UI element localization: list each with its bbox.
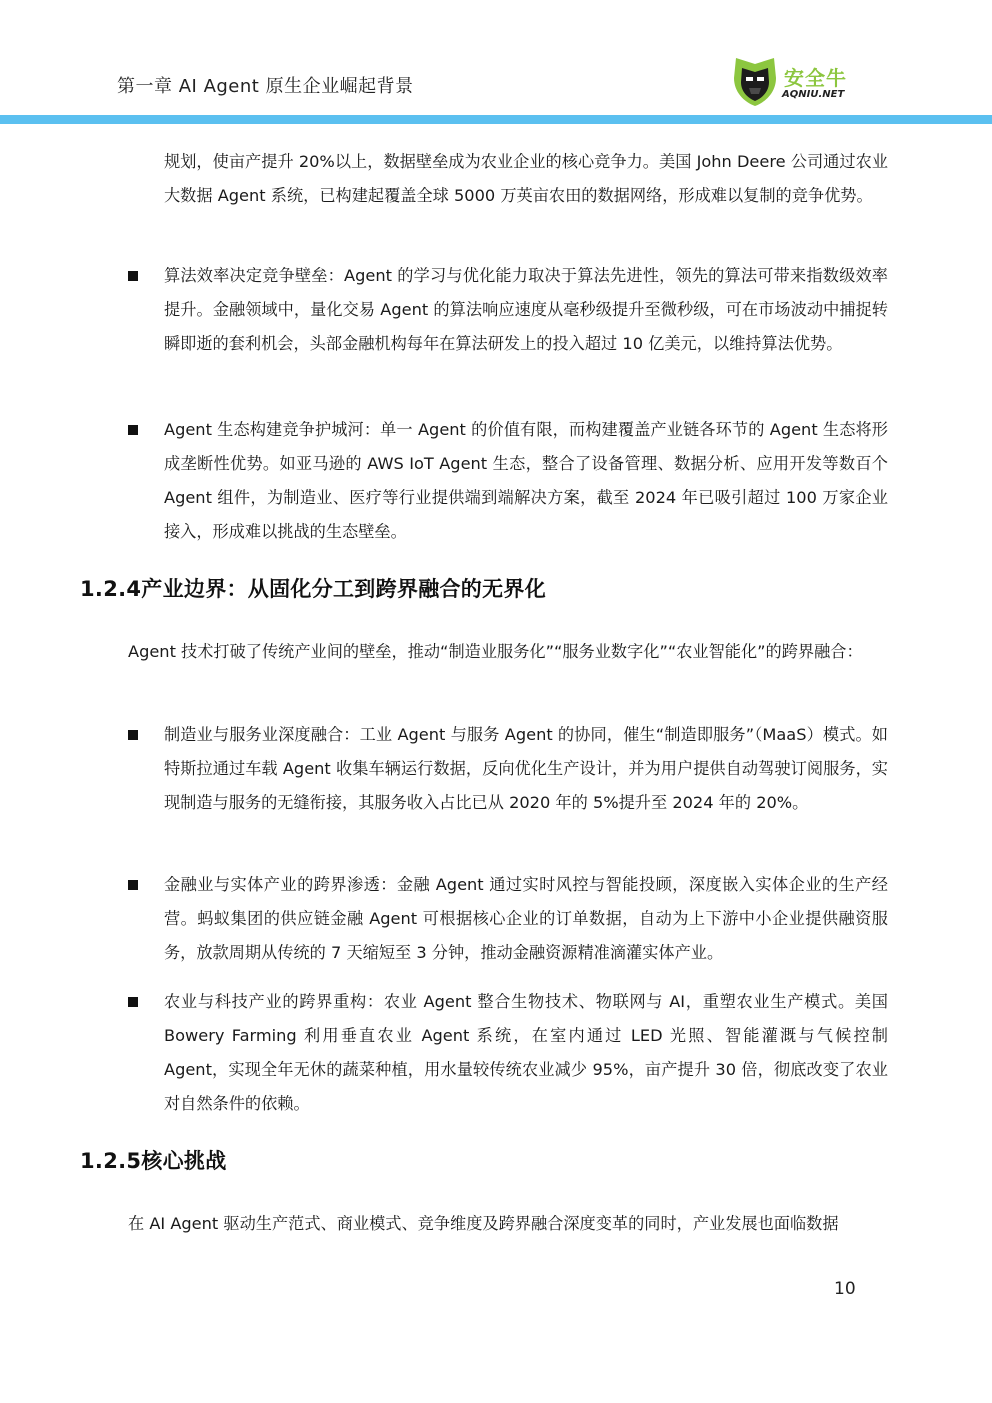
paragraph-1-2-5: 在 AI Agent 驱动生产范式、商业模式、竞争维度及跨界融合深度变革的同时，产业发展也面临数据 xyxy=(128,1214,839,1233)
bullet-agent-ecosystem: Agent 生态构建竞争护城河：单一 Agent 的价值有限，而构建覆盖产业链各环节的 Agent 生态将形成垄断性优势。如亚马逊的 AWS IoT Agent 生态，整合了设备管理、数据分析、应用开发等数百个 Agent 组件，为制造业、医疗等行业提供端到端解决方案，截至 2024 年已吸引超过 100 万家企业接入，形成难以挑战的生态壁垒。 xyxy=(164,420,888,541)
header-accent-rule xyxy=(0,115,992,124)
brand-logo xyxy=(732,54,872,108)
bullet-square-icon xyxy=(128,425,138,435)
chapter-title: 第一章 AI Agent 原生企业崛起背景 xyxy=(117,76,414,97)
bullet-manufacturing-service: 制造业与服务业深度融合：工业 Agent 与服务 Agent 的协同，催生“制造即服务”（MaaS）模式。如特斯拉通过车载 Agent 收集车辆运行数据，反向优化生产设计，并为用户提供自动驾驶订阅服务，实现制造与服务的无缝衔接，其服务收入占比已从 2020 年的 5%提升至 2024 年的 20%。 xyxy=(164,725,888,812)
bullet-square-icon xyxy=(128,730,138,740)
logo-domain: AQNIU.NET xyxy=(782,89,845,100)
page-number: 10 xyxy=(834,1279,856,1299)
bullet-square-icon xyxy=(128,997,138,1007)
page-header xyxy=(0,0,992,126)
paragraph-1-2-4-intro: Agent 技术打破了传统产业间的壁垒，推动“制造业服务化”“服务业数字化”“农业智能化”的跨界融合： xyxy=(128,642,863,661)
logo-wordmark: 安全牛 xyxy=(784,66,847,90)
bullet-square-icon xyxy=(128,880,138,890)
bullet-agriculture-tech: 农业与科技产业的跨界重构：农业 Agent 整合生物技术、物联网与 AI，重塑农业生产模式。美国 Bowery Farming 利用垂直农业 Agent 系统，在室内通过 LED 光照、智能灌溉与气候控制 Agent，实现全年无休的蔬菜种植，用水量较传统农业减少 95%，亩产提升 30 倍，彻底改变了农业对自然条件的依赖。 xyxy=(164,992,888,1113)
bull-shield-icon xyxy=(732,54,778,108)
bullet-square-icon xyxy=(128,271,138,281)
section-heading-1-2-5: 1.2.5核心挑战 xyxy=(80,1149,227,1173)
section-heading-1-2-4: 1.2.4产业边界：从固化分工到跨界融合的无界化 xyxy=(80,577,546,601)
paragraph-continued: 规划，使亩产提升 20%以上，数据壁垒成为农业企业的核心竞争力。美国 John Deere 公司通过农业大数据 Agent 系统，已构建起覆盖全球 5000 万英亩农田的数据网络，形成难以复制的竞争优势。 xyxy=(164,152,888,205)
bullet-finance-industry: 金融业与实体产业的跨界渗透：金融 Agent 通过实时风控与智能投顾，深度嵌入实体企业的生产经营。蚂蚁集团的供应链金融 Agent 可根据核心企业的订单数据，自动为上下游中小企业提供融资服务，放款周期从传统的 7 天缩短至 3 分钟，推动金融资源精准滴灌实体产业。 xyxy=(164,875,888,962)
bullet-algorithm-efficiency: 算法效率决定竞争壁垒：Agent 的学习与优化能力取决于算法先进性，领先的算法可带来指数级效率提升。金融领域中，量化交易 Agent 的算法响应速度从毫秒级提升至微秒级，可在市场波动中捕捉转瞬即逝的套利机会，头部金融机构每年在算法研发上的投入超过 10 亿美元，以维持算法优势。 xyxy=(164,266,888,353)
